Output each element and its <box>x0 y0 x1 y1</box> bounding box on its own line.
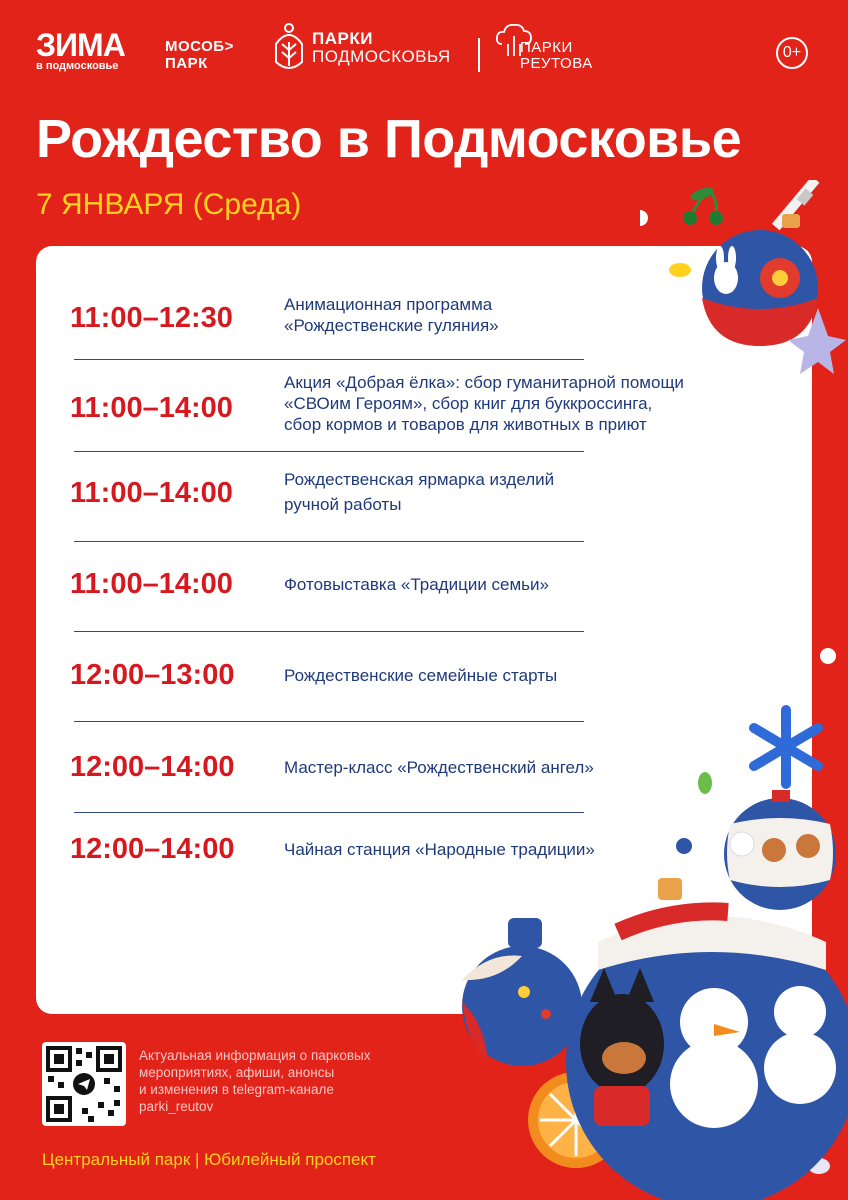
parki-reutova-logo <box>494 22 593 72</box>
mosobpark-logo-line1: МОСОБ> <box>165 38 234 55</box>
telegram-info-line: и изменения в telegram-канале <box>139 1082 334 1097</box>
schedule-desc-line: Мастер-класс «Рождественский ангел» <box>284 758 594 777</box>
logo-separator <box>478 38 480 72</box>
schedule-time: 11:00–14:00 <box>70 392 233 424</box>
confetti-dot <box>820 648 836 664</box>
schedule-time: 11:00–14:00 <box>70 477 233 509</box>
zima-logo-title: ЗИМА <box>36 27 125 63</box>
reutov-logo-line1: ПАРКИ <box>520 39 573 56</box>
qr-code-icon <box>42 1042 126 1126</box>
telegram-qr-code[interactable] <box>42 1042 126 1126</box>
reutov-logo-line2: РЕУТОВА <box>520 55 593 72</box>
parki-logo-line1: ПАРКИ <box>312 29 373 48</box>
confetti-dot <box>676 838 692 854</box>
schedule-desc-line: сбор кормов и товаров для животных в приют <box>284 415 647 434</box>
event-date: 7 ЯНВАРЯ (Среда) <box>36 188 302 221</box>
schedule-desc-line: Фотовыставка «Традиции семьи» <box>284 575 549 594</box>
schedule-desc-line: Анимационная программа <box>284 295 493 314</box>
christmas-ornaments-bottom-icon <box>428 872 848 1200</box>
schedule-time: 11:00–14:00 <box>70 568 233 600</box>
telegram-info-text <box>139 1047 370 1115</box>
age-rating-badge: 0+ <box>776 37 808 69</box>
schedule-time: 12:00–14:00 <box>70 833 235 865</box>
zima-logo-subtitle: в подмосковье <box>36 60 119 72</box>
telegram-info-line: мероприятиях, афиши, анонсы <box>139 1065 335 1080</box>
confetti-dot <box>698 772 712 794</box>
mosobpark-logo-line2: ПАРК <box>165 55 208 72</box>
schedule-time: 11:00–12:30 <box>70 302 233 334</box>
divider <box>74 631 584 632</box>
divider <box>74 721 584 722</box>
parki-emblem-icon <box>272 22 306 74</box>
telegram-channel-name[interactable]: parki_reutov <box>139 1099 214 1114</box>
page-title: Рождество в Подмосковье <box>36 109 742 169</box>
parki-podmoskovya-logo <box>272 22 451 74</box>
schedule-desc-line: Рождественская ярмарка изделий <box>284 470 555 489</box>
schedule-desc-line: Рождественские семейные старты <box>284 666 558 685</box>
schedule-desc-line: Акция «Добрая ёлка»: сбор гуманитарной помощи <box>284 373 684 392</box>
parki-logo-line2: ПОДМОСКОВЬЯ <box>312 47 451 66</box>
divider <box>74 359 584 360</box>
schedule-desc-line: Чайная станция «Народные традиции» <box>284 840 595 859</box>
schedule-desc-line: «Рождественские гуляния» <box>284 316 499 335</box>
zima-logo <box>36 27 125 72</box>
schedule-time: 12:00–13:00 <box>70 659 235 691</box>
divider <box>74 541 584 542</box>
schedule-desc-line: ручной работы <box>284 495 402 514</box>
event-address: Центральный парк | Юбилейный проспект <box>42 1150 376 1169</box>
divider <box>74 812 584 813</box>
christmas-ornament-top-icon <box>640 180 848 395</box>
telegram-info-line: Актуальная информация о парковых <box>139 1048 371 1063</box>
schedule-time: 12:00–14:00 <box>70 751 235 783</box>
divider <box>74 451 584 452</box>
schedule-desc-line: «СВОим Героям», сбор книг для буккроссинга, <box>284 394 653 413</box>
mosobpark-logo <box>165 38 234 72</box>
